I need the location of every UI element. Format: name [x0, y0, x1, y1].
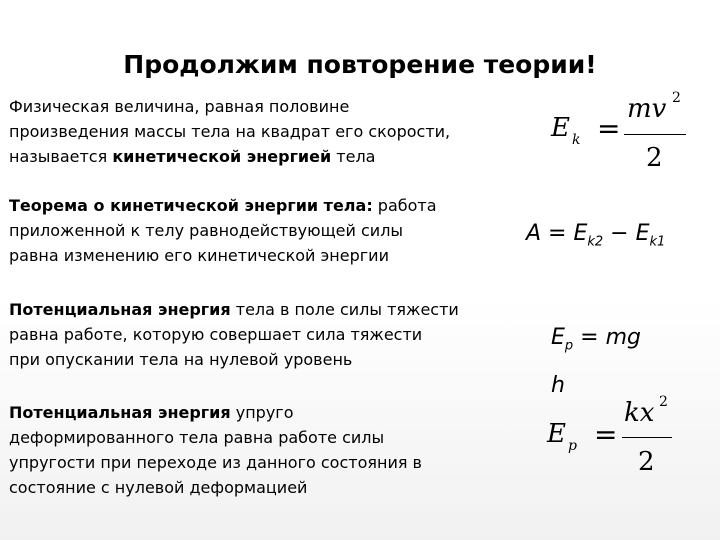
slide-title: Продолжим повторение теории!: [123, 50, 597, 79]
potential-elastic-line-1: [9, 400, 422, 425]
potential-elastic-line-2: деформированного тела равна работе силы: [9, 428, 385, 447]
kinetic-formula-den: 2: [646, 143, 663, 173]
theorem-formula-sub-2: k1: [649, 234, 666, 250]
kinetic-line-3-pre: называется: [9, 147, 113, 166]
theorem-line-2: приложенной к телу равнодействующей силы: [9, 221, 404, 240]
potential-gravity-formula-rest-1: = mg: [573, 325, 641, 350]
theorem-formula-sub-1: k2: [587, 234, 604, 250]
kinetic-line-2: произведения массы тела на квадрат его скорости,: [9, 122, 451, 141]
kinetic-formula-lhs-sub: k: [572, 132, 581, 148]
potential-gravity-line-3: при опускании тела на нулевой уровень: [9, 350, 353, 369]
elastic-formula-lhs: E: [547, 419, 566, 449]
kinetic-formula-eq: =: [597, 112, 621, 145]
potential-gravity-line-1-post: тела в поле силы тяжести: [230, 300, 459, 319]
potential-elastic-term: Потенциальная энергия: [9, 403, 231, 422]
theorem-line-3: равна изменению его кинетической энергии: [9, 246, 389, 265]
potential-gravity-term: Потенциальная энергия: [9, 300, 231, 319]
potential-gravity-formula: [551, 318, 641, 406]
elastic-formula-den: 2: [638, 447, 655, 477]
potential-gravity-formula-sub: p: [564, 338, 574, 354]
kinetic-definition: [9, 94, 450, 169]
theorem-term: Теорема о кинетической энергии тела:: [9, 196, 373, 215]
elastic-formula-num: kx: [624, 398, 655, 428]
theorem-formula-a: A = E: [526, 221, 588, 246]
kinetic-formula-num: mv: [627, 94, 667, 124]
elastic-formula-fraction-bar: [622, 437, 672, 438]
kinetic-formula-lhs: E: [551, 113, 570, 143]
potential-gravity-text: [9, 297, 459, 372]
potential-elastic-line-1-post: упруго: [230, 403, 294, 422]
potential-gravity-formula-line-2: h: [551, 373, 565, 399]
kinetic-formula-num-exp: 2: [672, 90, 681, 106]
theorem-text: [9, 193, 437, 268]
kinetic-line-3-post: тела: [331, 147, 376, 166]
potential-gravity-formula-line-1: [551, 318, 641, 366]
theorem-line-1: [9, 193, 437, 218]
potential-elastic-line-4: состояние с нулевой деформацией: [9, 478, 308, 497]
theorem-line-1-post: работа: [372, 196, 437, 215]
theorem-formula-mid: − E: [603, 221, 650, 246]
elastic-formula-eq: =: [594, 418, 618, 451]
potential-gravity-line-2: равна работе, которую совершает сила тяжести: [9, 325, 423, 344]
kinetic-term: кинетической энергией: [112, 147, 332, 166]
theorem-formula: [526, 221, 665, 249]
potential-elastic-line-3: упругости при переходе из данного состояния в: [9, 453, 422, 472]
kinetic-line-3: [9, 144, 450, 169]
potential-gravity-line-1: [9, 297, 459, 322]
potential-elastic-text: [9, 400, 422, 500]
potential-gravity-formula-e: E: [551, 325, 565, 350]
elastic-formula-num-exp: 2: [659, 394, 668, 410]
kinetic-formula-fraction-bar: [624, 134, 686, 135]
elastic-formula-lhs-sub: p: [568, 438, 577, 454]
kinetic-line-1: Физическая величина, равная половине: [9, 97, 350, 116]
